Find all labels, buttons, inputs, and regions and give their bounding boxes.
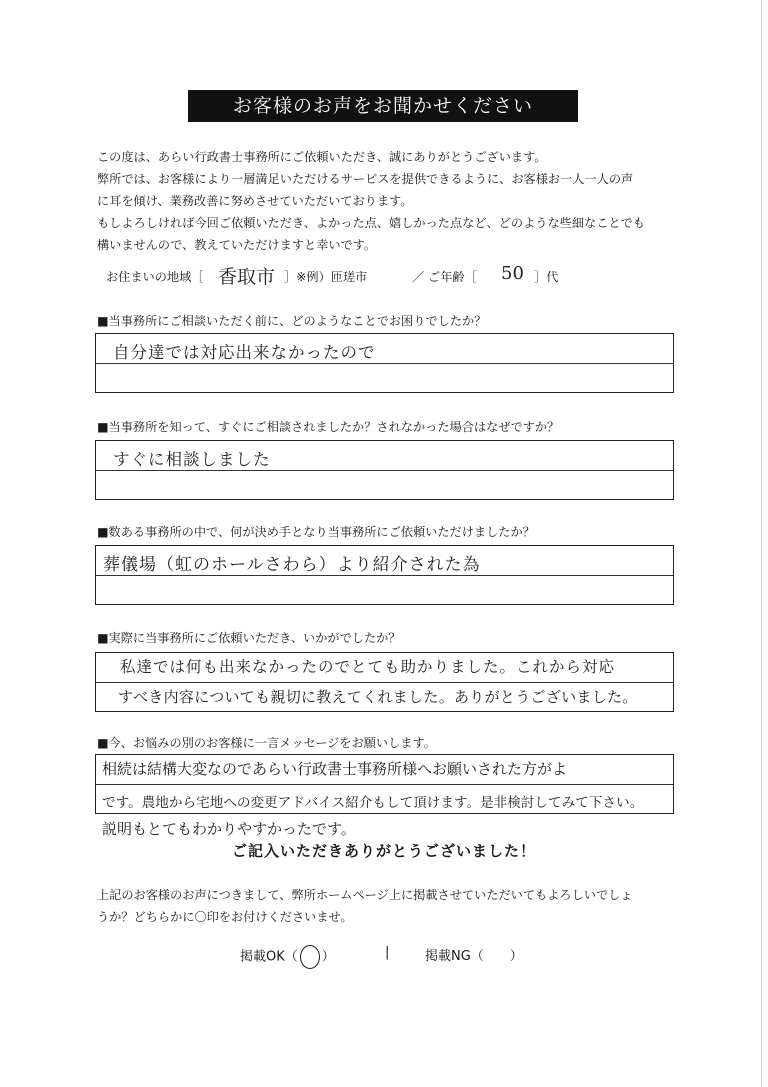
consent-line: うか？どちらかに〇印をお付けくださいませ。 [97, 910, 353, 924]
region-age-row [106, 262, 576, 292]
intro-line: に耳を傾け、業務改善に努めさせていただいております。 [97, 194, 413, 208]
region-label: お住まいの地域［ [106, 270, 204, 284]
question-4: ■実際に当事務所にご依頼いただき、いかがでしたか？ [97, 631, 401, 645]
region-close: ］※例）匝瑳市 [284, 270, 368, 284]
consent-line: 上記のお客様のお声につきまして、弊所ホームページ上に掲載させていただいてもよろしいでしょ [97, 888, 633, 902]
answer-5-line-1: 相続は結構大変なのであらい行政書士事務所様へお願いされた方がよ [102, 760, 568, 778]
answer-3-line-1: 葬儀場（虹のホールさわら）より紹介された為 [103, 555, 481, 575]
selected-circle-mark [300, 945, 320, 969]
publish-ok-close: ） [321, 949, 335, 965]
publish-ng-option[interactable] [425, 945, 523, 964]
intro-line: もしよろしければ今回ご依頼いただき、よかった点、嬉しかった点など、どのような些細なことでも [97, 216, 645, 230]
answer-4-line-2: すべき内容についても親切に教えてくれました。ありがとうございました。 [118, 688, 638, 706]
answer-divider [96, 682, 673, 683]
question-5: ■今、お悩みの別のお客様に一言メッセージをお願いします。 [97, 736, 436, 750]
age-value[interactable]: 50 [501, 263, 524, 284]
answer-divider [96, 363, 673, 364]
consent-paragraph [97, 884, 697, 928]
question-1: ■当事務所にご相談いただく前に、どのようなことでお困りでしたか？ [97, 314, 487, 328]
publish-ng-label: 掲載NG（ ） [425, 949, 523, 964]
age-label: ／ ご年齢［ [412, 270, 477, 284]
answer-divider [96, 784, 673, 785]
age-suffix: ］代 [534, 270, 559, 284]
form-title: お客様のお声をお聞かせください [188, 90, 578, 122]
publish-ok-option[interactable] [240, 945, 335, 969]
publish-ok-label: 掲載OK（ [240, 949, 298, 965]
answer-1-line-1: 自分達では対応出来なかったので [113, 343, 376, 362]
option-separator: | [385, 945, 390, 960]
answer-2-line-1: すぐに相談しました [113, 450, 271, 469]
intro-paragraph [97, 146, 697, 256]
question-2: ■当事務所を知って、すぐにご相談されましたか？されなかった場合はなぜですか？ [97, 420, 560, 434]
thank-you-message: ご記入いただきありがとうございました！ [231, 842, 536, 860]
scan-edge-line [761, 0, 762, 1087]
intro-line: 弊所では、お客様により一層満足いただけるサービスを提供できるように、お客様お一人一人の声 [97, 172, 634, 186]
answer-5-line-2: です。農地から宅地への変更アドバイス紹介もして頂けます。是非検討してみて下さい。 [102, 795, 644, 811]
intro-line: この度は、あらい行政書士事務所にご依頼いただき、誠にありがとうございます。 [97, 150, 547, 164]
answer-divider [96, 575, 673, 576]
intro-line: 構いませんので、教えていただけますと幸いです。 [97, 238, 377, 252]
region-value[interactable]: 香取市 [218, 266, 276, 288]
answer-4-line-1: 私達では何も出来なかったのでとても助かりました。これから対応 [120, 658, 616, 676]
answer-divider [96, 470, 673, 471]
answer-5-line-3: 説明もとてもわかりやすかったです。 [102, 820, 356, 838]
question-3: ■数ある事務所の中で、何が決め手となり当事務所にご依頼いただけましたか？ [97, 525, 535, 539]
